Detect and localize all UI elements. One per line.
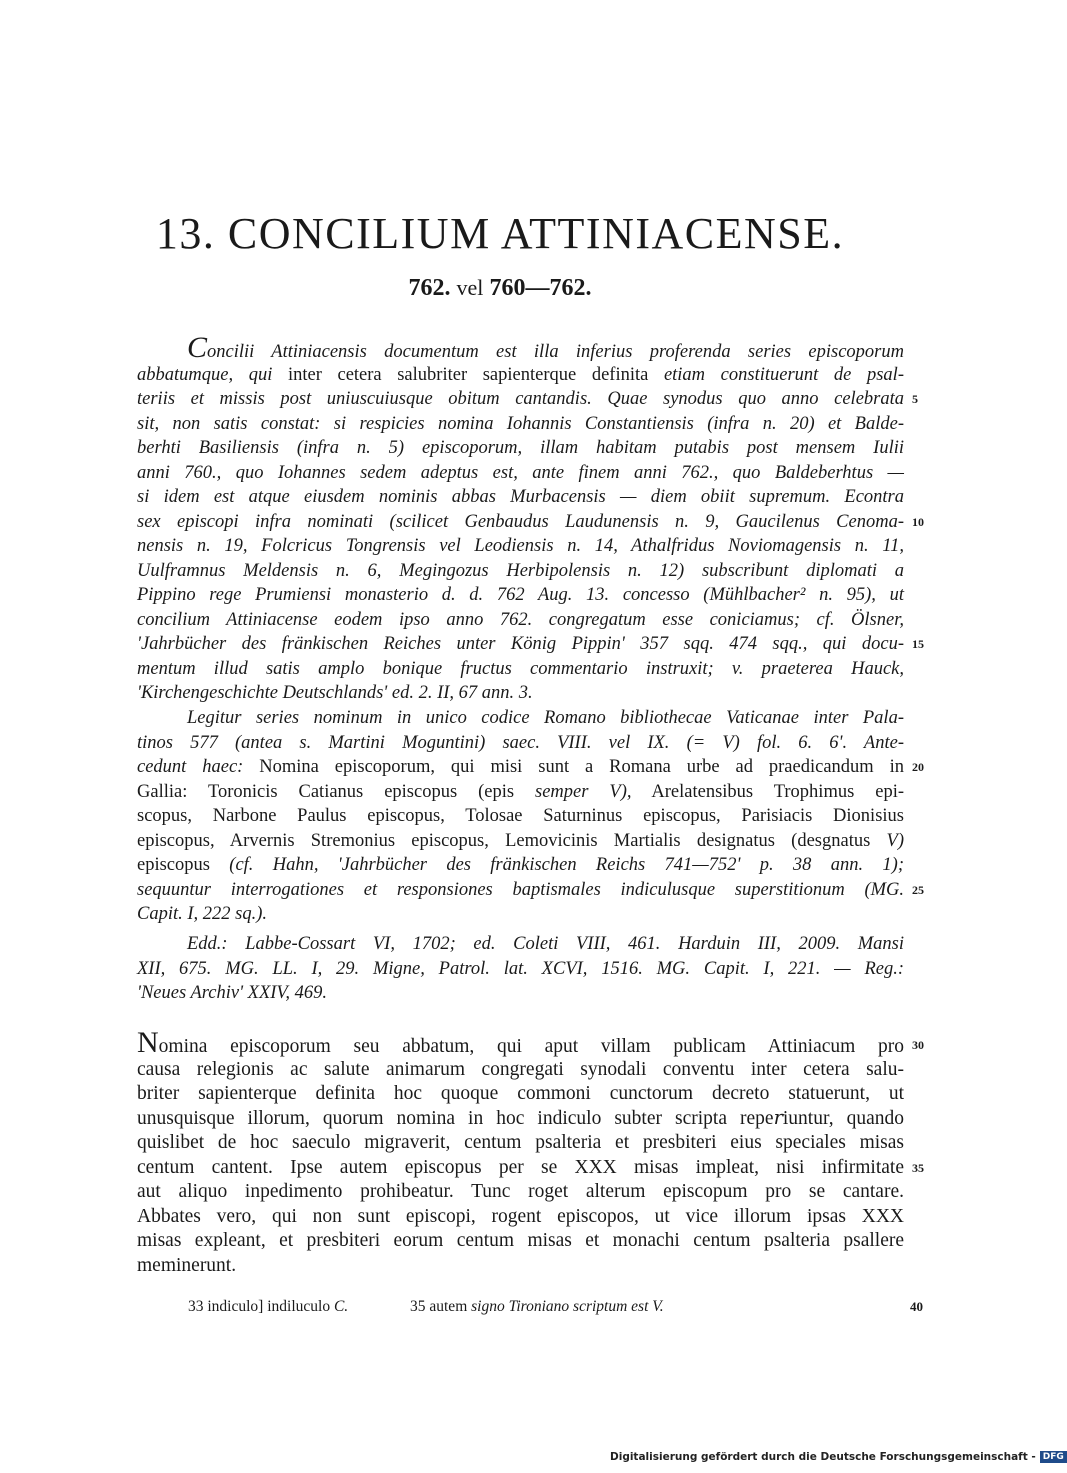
italic-text: 'Kirchengeschichte Deutschlands' ed. 2. II, 67 ann. 3.	[137, 683, 533, 703]
line-number: 20	[912, 760, 924, 774]
intro-line	[137, 387, 904, 411]
text-line	[137, 1205, 904, 1229]
text-line	[137, 1180, 904, 1204]
text-line	[137, 1156, 904, 1180]
text-line	[137, 1131, 904, 1155]
text-line	[137, 1026, 904, 1059]
editions-line	[137, 981, 904, 1005]
roman-text: episcopus, Arvernis Stremonius episcopus, Lemovicinis Martialis designatus (desgnatus	[137, 830, 887, 851]
date-line	[0, 276, 1000, 300]
italic-text: sit, non satis constat: si respicies nomina Iohannis Constantiensis (infra n. 20) et Balde-	[137, 413, 904, 434]
text-line	[137, 1058, 904, 1082]
italic-text: etiam constituerunt de psal-	[663, 364, 904, 385]
italic-text: Legitur series nominum in unico codice Romano bibliothecae Vaticanae inter Pala-	[187, 708, 904, 728]
legitur-line	[137, 755, 904, 779]
italic-text: concilium Attiniacense eodem ipso anno 762. congregatum esse coniciamus; cf. Ölsner,	[137, 609, 904, 630]
roman-text: omina episcoporum seu abbatum, qui aput villam publicam Attiniacum pro	[158, 1036, 904, 1057]
italic-text: 'Neues Archiv' XXIV, 469.	[137, 983, 327, 1003]
italic-text: teriis et missis post uniuscuiusque obitum cantandis. Quae synodus quo anno celebrata	[137, 389, 904, 409]
italic-text: XII, 675. MG. LL. I, 29. Migne, Patrol. lat. XCVI, 1516. MG. Capit. I, 221. — Reg.:	[137, 958, 904, 979]
intro-line	[137, 681, 904, 705]
text-line	[137, 1254, 904, 1278]
footnote-1-italic: C.	[333, 1298, 349, 1315]
intro-line	[187, 331, 904, 364]
italic-text: berhti Basiliensis (infra n. 5) episcoporum, illam habitam putabis post mensem Iulii	[137, 438, 904, 458]
italic-text: cedunt haec:	[137, 757, 244, 777]
roman-text: aut aliquo inpedimento prohibeatur. Tunc roget alterum episcopum pro se cantare.	[137, 1181, 904, 1202]
text-line	[137, 1229, 904, 1253]
roman-text: meminerunt.	[137, 1254, 237, 1276]
italic-text: abbatumque, qui	[137, 364, 273, 385]
intro-line	[137, 510, 904, 534]
roman-text: briter sapienterque definita hoc quoque commoni cunctorum decreto statuerunt, ut	[137, 1083, 904, 1104]
italic-text: oncilii Attiniacensis documentum est illa inferius proferenda series episcoporum	[207, 342, 904, 362]
intro-line	[137, 632, 904, 656]
legitur-line	[137, 804, 904, 828]
italic-text: sequuntur interrogationes et responsiones baptismales indiculusque superstitionum (MG.	[137, 879, 904, 900]
roman-text: scopus, Narbone Paulus episcopus, Tolosae Saturninus episcopus, Parisiacis Dionisius	[137, 806, 904, 826]
italic-text: sex episcopi infra nominati (scilicet Genbaudus Laudunensis n. 9, Gaucilenus Cenoma-	[137, 511, 904, 532]
date-vel: vel	[456, 275, 484, 300]
line-number: 5	[912, 392, 918, 406]
legitur-line	[137, 853, 904, 877]
editions-line	[187, 932, 904, 956]
italic-text: tinos 577 (antea s. Martini Moguntini) saec. VIII. vel IX. (= V) fol. 6. 6'. Ante-	[137, 732, 904, 753]
legitur-line	[137, 731, 904, 755]
intro-line	[137, 657, 904, 681]
italic-text: mentum illud satis amplo bonique fructus commentario instruxit; v. praeterea Hauck,	[137, 658, 904, 679]
intro-line	[137, 363, 904, 387]
roman-text: quislibet de hoc saeculo migraverit, centum psalteria et presbiteri eius speciales misas	[137, 1132, 904, 1153]
dfg-logo: DFG	[1040, 1451, 1067, 1463]
intro-line	[137, 412, 904, 436]
italic-text: nensis n. 19, Folcricus Tongrensis vel Leodiensis n. 14, Athalfridus Noviomagensis n. 11,	[137, 536, 904, 556]
italic-text: V)	[886, 830, 904, 851]
italic-text: Pippino rege Prumiensi monasterio d. d. 762 Aug. 13. concesso (Mühlbacher² n. 95), ut	[137, 585, 904, 605]
roman-text: Gallia: Toronicis Catianus episcopus (epis	[137, 781, 536, 802]
footnote-2	[410, 1297, 664, 1317]
footnote-2-italic: signo Tironiano scriptum est V.	[471, 1298, 664, 1315]
drop-cap: N	[137, 1026, 159, 1059]
drop-cap: C	[187, 331, 208, 364]
intro-line	[137, 534, 904, 558]
page-title: 13. CONCILIUM ATTINIACENSE.	[155, 209, 845, 258]
intro-line	[137, 461, 904, 485]
intro-line	[137, 559, 904, 583]
editions-line	[137, 957, 904, 981]
italic-text: semper V),	[535, 781, 632, 802]
italic-text: Capit. I, 222 sq.).	[137, 904, 268, 924]
italic-text: Uulframnus Meldensis n. 6, Megingozus Herbipolensis n. 12) subscribunt diplomati a	[137, 560, 904, 581]
digitization-footer	[610, 1450, 1067, 1464]
intro-line	[137, 583, 904, 607]
roman-text: inter cetera salubriter sapienterque definita	[272, 364, 664, 385]
roman-text: Abbates vero, qui non sunt episcopi, rogent episcopos, ut vice illorum ipsas XXX	[137, 1205, 904, 1227]
intro-line	[137, 608, 904, 632]
roman-text: episcopus	[137, 855, 230, 875]
legitur-line	[137, 902, 904, 926]
legitur-line	[137, 878, 904, 902]
footnote-1-text: 33 indiculo] indiluculo	[188, 1298, 334, 1315]
italic-text: si idem est atque eiusdem nominis abbas Murbacensis — diem obiit supremum. Econtra	[137, 487, 904, 507]
legitur-line	[137, 829, 904, 853]
date-a: 762.	[408, 275, 451, 301]
intro-line	[137, 485, 904, 509]
italic-text: anni 760., quo Iohannes sedem adeptus est, ante finem anni 762., quo Baldeberhtus —	[137, 462, 904, 483]
date-b: 760—762.	[489, 275, 592, 301]
roman-text: causa relegionis ac salute animarum congregati synodali conventu inter cetera salu-	[137, 1058, 904, 1080]
italic-text: Edd.: Labbe-Cossart VI, 1702; ed. Coleti VIII, 461. Harduin III, 2009. Mansi	[187, 934, 904, 954]
italic-text: (cf. Hahn, 'Jahrbücher des fränkischen Reichs 741—752' p. 38 ann. 1);	[229, 855, 905, 875]
intro-line	[137, 436, 904, 460]
text-line	[137, 1082, 904, 1106]
footnote-2-text: 35 autem	[410, 1298, 472, 1315]
line-number: 10	[912, 514, 924, 529]
footer-text: Digitalisierung gefördert durch die Deutsche Forschungsgemeinschaft -	[610, 1451, 1036, 1463]
line-number: 30	[912, 1038, 924, 1052]
italic-text: 'Jahrbücher des fränkischen Reiches unter König Pippin' 357 sqq. 474 sqq., qui docu-	[137, 634, 904, 654]
footnote-1	[188, 1297, 348, 1317]
roman-text: unusquisque illorum, quorum nomina in hoc indiculo subter scripta repe𝑟iuntur, quando	[137, 1107, 904, 1129]
legitur-line	[137, 780, 904, 804]
roman-text: centum cantent. Ipse autem episcopus per se XXX misas impleat, nisi infirmitate	[137, 1156, 904, 1178]
line-number: 15	[912, 637, 924, 651]
line-number: 25	[912, 882, 924, 897]
roman-text: Arelatensibus Trophimus epi-	[631, 781, 904, 802]
text-line	[137, 1107, 904, 1131]
roman-text: misas expleant, et presbiteri eorum centum misas et monachi centum psalteria psallere	[137, 1230, 904, 1251]
line-number: 35	[912, 1160, 924, 1175]
page-number: 40	[910, 1299, 923, 1314]
roman-text: Nomina episcoporum, qui misi sunt a Romana urbe ad praedicandum in	[243, 757, 904, 777]
legitur-line	[187, 706, 904, 730]
